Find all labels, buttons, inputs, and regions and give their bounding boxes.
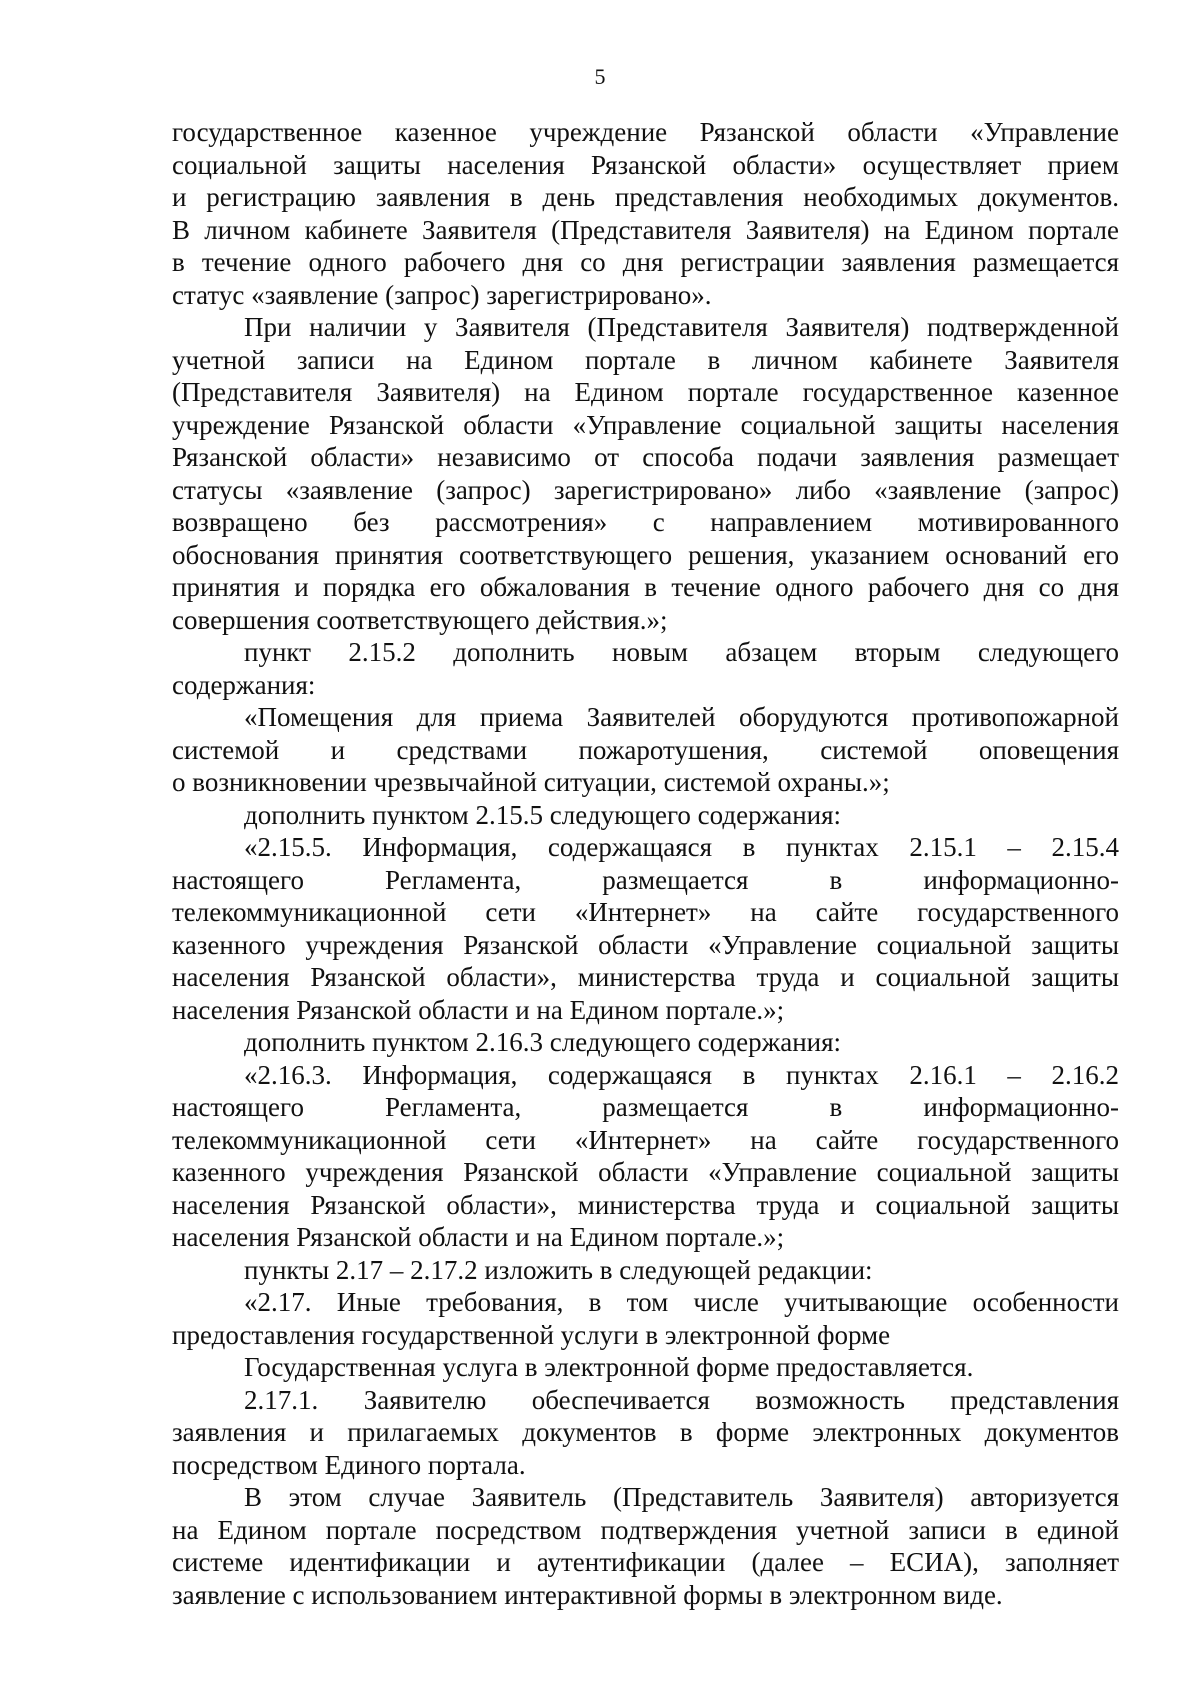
text-line: Рязанской области» независимо от способа подачи заявления размещает [172,442,1119,472]
text-line: «2.16.3. Информация, содержащаяся в пунктах 2.16.1 – 2.16.2 [244,1059,1119,1090]
text-line: содержания: [172,669,316,700]
text-line: населения Рязанской области», министерства труда и социальной защиты [172,962,1119,992]
text-line: Государственная услуга в электронной форме предоставляется. [244,1352,974,1382]
document-body [172,116,1119,1611]
text-line: учреждение Рязанской области «Управление социальной защиты населения [172,409,1119,440]
text-line: возвращено без рассмотрения» с направлением мотивированного [172,507,1119,537]
text-line: дополнить пунктом 2.16.3 следующего содержания: [244,1027,842,1057]
text-line: статусы «заявление (запрос) зарегистрировано» либо «заявление (запрос) [172,474,1119,505]
text-line: При наличии у Заявителя (Представителя Заявителя) подтвержденной [244,312,1119,342]
text-line: статус «заявление (запрос) зарегистрировано». [172,279,712,310]
text-line: телекоммуникационной сети «Интернет» на сайте государственного [172,1124,1119,1155]
text-line: казенного учреждения Рязанской области «Управление социальной защиты [172,1157,1119,1187]
text-line: пункт 2.15.2 дополнить новым абзацем вторым следующего [244,637,1119,667]
text-line: на Едином портале посредством подтверждения учетной записи в единой [172,1514,1119,1545]
text-line: посредством Единого портала. [172,1449,526,1480]
text-line: настоящего Регламента, размещается в информационно- [172,864,1119,895]
text-line: принятия и порядка его обжалования в течение одного рабочего дня со дня [172,572,1119,602]
text-line: «Помещения для приема Заявителей оборудуются противопожарной [244,702,1119,732]
text-line: в течение одного рабочего дня со дня регистрации заявления размещается [172,247,1119,277]
text-line: государственное казенное учреждение Рязанской области «Управление [172,117,1119,147]
text-line: предоставления государственной услуги в электронной форме [172,1319,891,1350]
text-line: заявление с использованием интерактивной формы в электронном виде. [172,1579,1003,1610]
text-line: социальной защиты населения Рязанской области» осуществляет прием [172,149,1119,180]
page-number: 5 [594,64,606,89]
text-line: населения Рязанской области», министерства труда и социальной защиты [172,1189,1119,1220]
text-line: и регистрацию заявления в день представления необходимых документов. [172,182,1119,212]
text-line: о возникновении чрезвычайной ситуации, системой охраны.»; [172,767,890,797]
text-line: В личном кабинете Заявителя (Представителя Заявителя) на Едином портале [172,214,1119,245]
text-line: 2.17.1. Заявителю обеспечивается возможность представления [244,1384,1119,1415]
text-line: системе идентификации и аутентификации (далее – ЕСИА), заполняет [172,1547,1119,1577]
text-line: системой и средствами пожаротушения, системой оповещения [172,734,1119,765]
text-line: «2.15.5. Информация, содержащаяся в пунктах 2.15.1 – 2.15.4 [244,832,1119,862]
text-line: совершения соответствующего действия.»; [172,604,668,635]
text-line: учетной записи на Едином портале в личном кабинете Заявителя [172,344,1119,375]
text-line: заявления и прилагаемых документов в форме электронных документов [172,1417,1119,1447]
text-line: «2.17. Иные требования, в том числе учитывающие особенности [244,1287,1119,1317]
text-line: (Представителя Заявителя) на Едином портале государственное казенное [172,377,1119,407]
text-line: настоящего Регламента, размещается в информационно- [172,1092,1119,1122]
text-line: населения Рязанской области и на Едином портале.»; [172,1222,785,1252]
text-line: телекоммуникационной сети «Интернет» на сайте государственного [172,897,1119,927]
text-line: пункты 2.17 – 2.17.2 изложить в следующей редакции: [244,1254,873,1285]
text-line: обоснования принятия соответствующего решения, указанием оснований его [172,539,1119,570]
text-line: населения Рязанской области и на Едином портале.»; [172,994,785,1025]
text-line: казенного учреждения Рязанской области «Управление социальной защиты [172,929,1119,960]
text-line: дополнить пунктом 2.15.5 следующего содержания: [244,799,842,830]
text-line: В этом случае Заявитель (Представитель Заявителя) авторизуется [244,1482,1119,1512]
